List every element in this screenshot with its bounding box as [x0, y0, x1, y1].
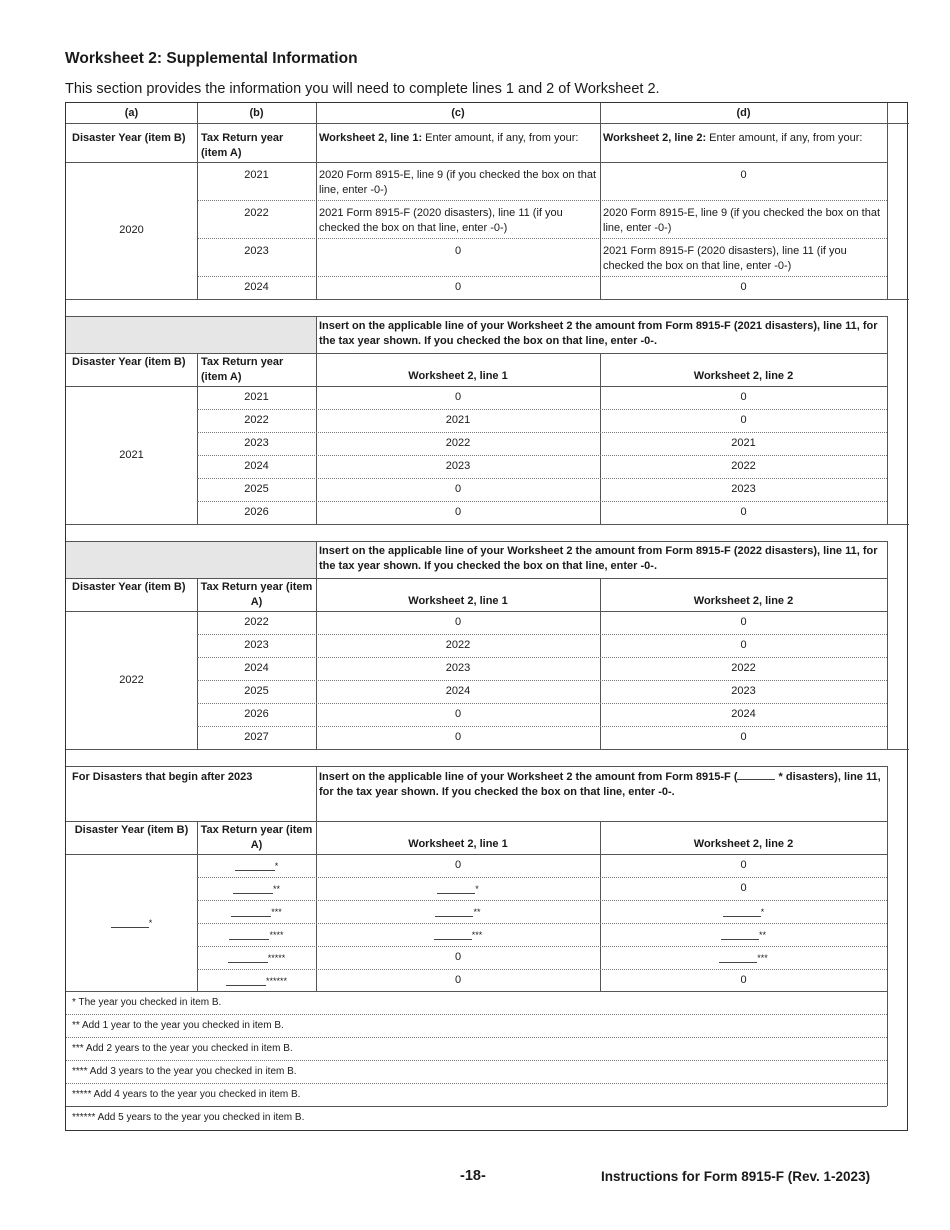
- after-2023-label: For Disasters that begin after 2023: [72, 771, 253, 783]
- ws-line2-header: Worksheet 2, line 2: Enter amount, if any, from your:: [603, 132, 863, 144]
- ws-line2-value: 0: [740, 391, 747, 403]
- ws-line1-value: 2023: [445, 460, 471, 472]
- ws-line1-value: 0: [454, 974, 462, 986]
- ws-line2-value: ***: [600, 946, 887, 969]
- tax-year: 2022: [244, 616, 269, 628]
- ws-line1-value: 0: [454, 245, 462, 257]
- ws-line2-value: 2023: [731, 685, 756, 697]
- disaster-year-2021: 2021: [119, 448, 144, 461]
- disaster-year-header: Disaster Year (item B): [72, 132, 186, 144]
- ws-line2-value: 2023: [731, 483, 756, 495]
- column-d-header: (d): [736, 106, 751, 119]
- ws-line1-value: 2023: [445, 662, 471, 674]
- ws-line2-value: 0: [740, 639, 747, 651]
- ws-line2-col-header: Worksheet 2, line 2: [693, 838, 794, 850]
- ws-line1-value: ***: [316, 923, 600, 946]
- tax-year: 2023: [244, 245, 269, 257]
- tax-year: 2026: [244, 506, 269, 518]
- ws-line1-value: **: [316, 900, 600, 923]
- tax-year: 2022: [244, 414, 269, 426]
- tax-year: 2024: [244, 460, 269, 472]
- tax-return-year-header: Tax Return year (item A): [201, 356, 284, 383]
- ws-line1-value: 2022: [445, 639, 471, 651]
- tax-year: 2023: [244, 639, 269, 651]
- tax-year: 2024: [244, 662, 269, 674]
- column-b-header: (b): [249, 106, 264, 119]
- shaded-cell: [66, 316, 316, 353]
- column-c-header: (c): [451, 106, 465, 119]
- ws-line2-col-header: Worksheet 2, line 2: [693, 370, 794, 382]
- footnote: ** Add 1 year to the year you checked in item B.: [72, 1020, 284, 1031]
- tax-year-blank: *****: [197, 946, 316, 969]
- ws-line1-value: 0: [454, 281, 462, 293]
- tax-year-blank: *: [197, 854, 316, 877]
- ws-line1-value: 2021 Form 8915-F (2020 disasters), line 11 (if you checked the box on that line, enter -0-): [319, 207, 563, 234]
- ws-line1-value: 2022: [445, 437, 471, 449]
- ws-line2-value: 2020 Form 8915-E, line 9 (if you checked the box on that line, enter -0-): [603, 207, 880, 234]
- footnote: ****** Add 5 years to the year you checked in item B.: [72, 1112, 305, 1123]
- form-title: Instructions for Form 8915-F (Rev. 1-2023): [601, 1169, 871, 1184]
- ws-line2-value: 2024: [731, 708, 756, 720]
- tax-year: 2021: [244, 391, 269, 403]
- ws-line2-value: 0: [740, 859, 747, 871]
- page-title: Worksheet 2: Supplemental Information: [65, 50, 358, 67]
- disaster-year-header: Disaster Year (item B): [72, 356, 186, 368]
- tax-return-year-header: Tax Return year (item A): [200, 581, 313, 608]
- ws-line1-header: Worksheet 2, line 1: Enter amount, if any, from your:: [319, 132, 579, 144]
- column-a-header: (a): [124, 106, 139, 119]
- ws-line1-value: 0: [454, 708, 462, 720]
- instruction-after-2023: Insert on the applicable line of your Worksheet 2 the amount from Form 8915-F ( * disasters), line 11, for the tax year shown. If you checked the box on that line, enter -0-.: [319, 771, 881, 798]
- tax-year: 2027: [244, 731, 269, 743]
- ws-line1-value: 0: [454, 859, 462, 871]
- ws-line2-value: 0: [740, 882, 747, 894]
- ws-line2-value: 0: [740, 506, 747, 518]
- tax-year: 2026: [244, 708, 269, 720]
- ws-line2-value: 0: [740, 414, 747, 426]
- ws-line2-value: 2022: [731, 460, 756, 472]
- tax-year: 2025: [244, 483, 269, 495]
- ws-line2-value: 0: [740, 731, 747, 743]
- footnote: *** Add 2 years to the year you checked in item B.: [72, 1043, 293, 1054]
- ws-line1-value: *: [316, 877, 600, 900]
- ws-line2-value: 0: [740, 169, 747, 181]
- ws-line1-value: 0: [454, 506, 462, 518]
- ws-line1-col-header: Worksheet 2, line 1: [408, 838, 508, 850]
- disaster-year-blank: *: [66, 854, 197, 991]
- tax-return-year-header: Tax Return year (item A): [200, 824, 313, 851]
- ws-line2-col-header: Worksheet 2, line 2: [693, 595, 794, 607]
- ws-line2-value: *: [600, 900, 887, 923]
- ws-line2-value: 0: [740, 281, 747, 293]
- tax-year: 2025: [244, 685, 269, 697]
- ws-line2-value: 0: [740, 616, 747, 628]
- ws-line2-value: 0: [740, 974, 747, 986]
- disaster-year-2020: 2020: [119, 224, 144, 236]
- ws-line2-value: **: [600, 923, 887, 946]
- ws-line1-value: 2024: [445, 685, 471, 697]
- ws-line1-value: 0: [454, 731, 462, 743]
- footnote: **** Add 3 years to the year you checked in item B.: [72, 1066, 297, 1077]
- worksheet-frame: [65, 102, 908, 1131]
- page-number: -18-: [460, 1168, 486, 1184]
- tax-year: 2024: [244, 281, 269, 293]
- tax-return-year-header: Tax Return year (item A): [201, 132, 284, 159]
- ws-line1-value: 0: [454, 616, 462, 628]
- disaster-year-header: Disaster Year (item B): [72, 581, 186, 593]
- ws-line2-value: 2022: [731, 662, 756, 674]
- tax-year: 2023: [244, 437, 269, 449]
- shaded-cell: [66, 541, 316, 578]
- disaster-year-2022: 2022: [119, 673, 144, 686]
- ws-line1-value: 2020 Form 8915-E, line 9 (if you checked the box on that line, enter -0-): [319, 169, 596, 196]
- instruction-2022: Insert on the applicable line of your Worksheet 2 the amount from Form 8915-F (2022 disasters), line 11, for the tax year shown. If you checked the box on that line, enter -0-.: [319, 545, 878, 572]
- tax-year-blank: **: [197, 877, 316, 900]
- tax-year-blank: ******: [197, 969, 316, 992]
- ws-line1-value: 2021: [445, 414, 471, 426]
- tax-year-blank: ***: [197, 900, 316, 923]
- footnote: * The year you checked in item B.: [72, 997, 222, 1008]
- tax-year: 2021: [244, 169, 269, 181]
- instruction-2021: Insert on the applicable line of your Worksheet 2 the amount from Form 8915-F (2021 disasters), line 11, for the tax year shown. If you checked the box on that line, enter -0-.: [319, 320, 878, 347]
- tax-year: 2022: [244, 207, 269, 219]
- ws-line2-value: 2021 Form 8915-F (2020 disasters), line 11 (if you checked the box on that line, enter -0-): [603, 245, 847, 272]
- ws-line1-col-header: Worksheet 2, line 1: [408, 370, 508, 382]
- ws-line1-col-header: Worksheet 2, line 1: [408, 595, 508, 607]
- ws-line1-value: 0: [454, 951, 462, 963]
- ws-line1-value: 0: [454, 391, 462, 403]
- intro-text: This section provides the information you will need to complete lines 1 and 2 of Worksheet 2.: [65, 81, 660, 97]
- footnote: ***** Add 4 years to the year you checked in item B.: [72, 1089, 301, 1100]
- disaster-year-header: Disaster Year (item B): [74, 824, 189, 836]
- ws-line1-value: 0: [454, 483, 462, 495]
- ws-line2-value: 2021: [731, 437, 756, 449]
- tax-year-blank: ****: [197, 923, 316, 946]
